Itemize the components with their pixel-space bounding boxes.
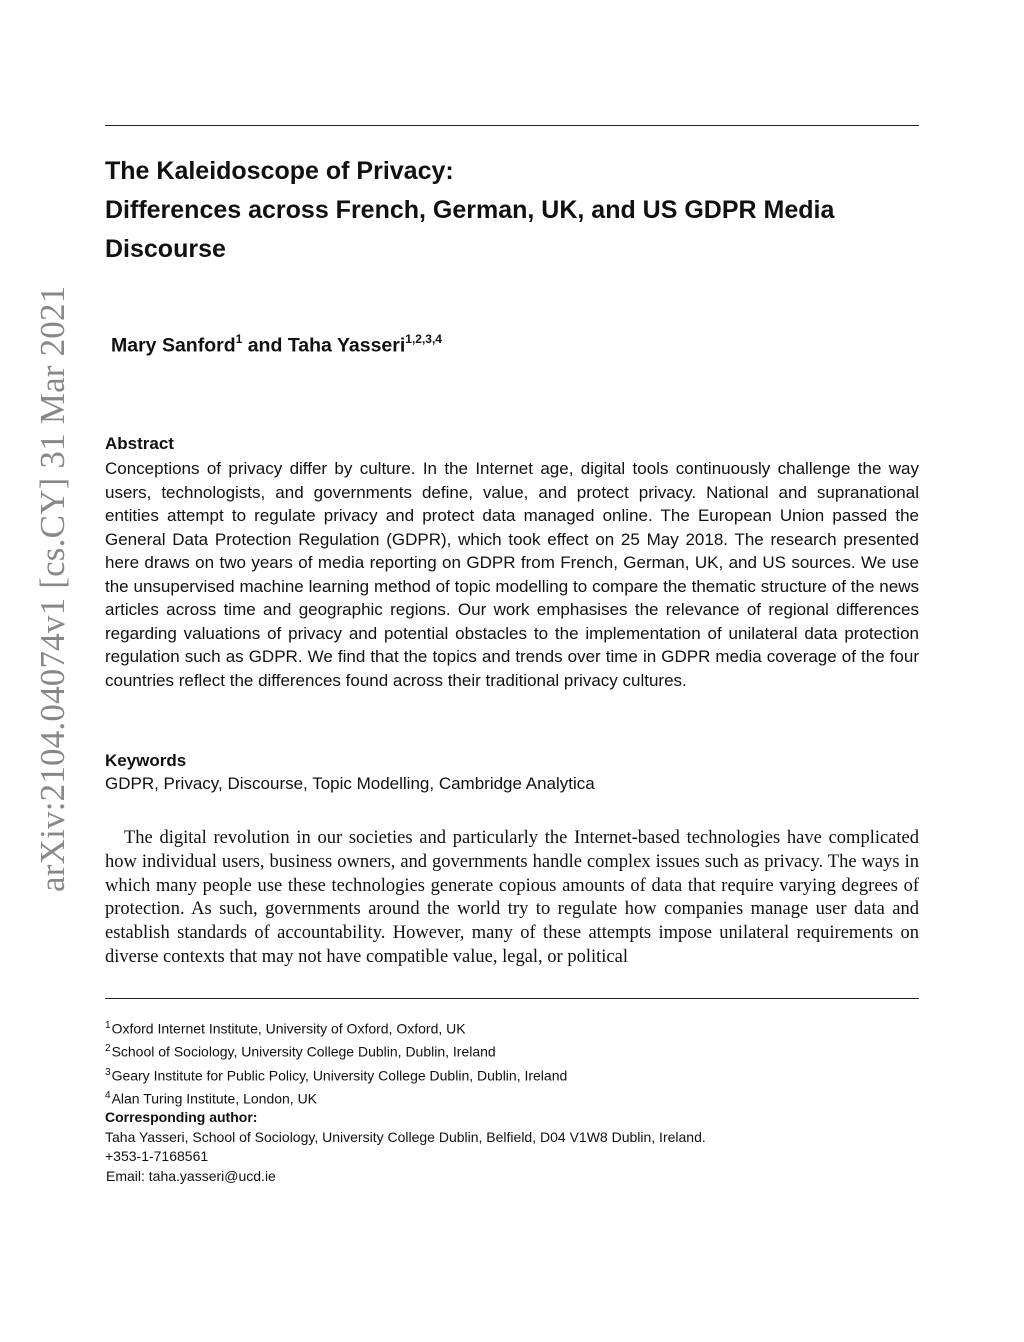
footnote-item (105, 1063, 567, 1086)
author-2-name: Taha Yasseri (287, 334, 406, 357)
corresponding-author-email[interactable]: Email: taha.yasseri@ucd.ie (106, 1167, 276, 1184)
corresponding-author-address: Taha Yasseri, School of Sociology, University College Dublin, Belfield, D04 V1W8 Dublin, Ireland. (105, 1128, 706, 1145)
footnote-text: Oxford Internet Institute, University of Oxford, Oxford, UK (111, 1020, 466, 1037)
footnote-text: School of Sociology, University College Dublin, Dublin, Ireland (111, 1043, 496, 1060)
author-2-affiliation: 1,2,3,4 (405, 332, 442, 346)
paper-title (105, 152, 905, 269)
author-1-affiliation: 1 (235, 332, 243, 346)
corresponding-author-phone: +353-1-7168561 (105, 1148, 209, 1165)
footnote-text: Alan Turing Institute, London, UK (111, 1090, 318, 1107)
footnote-rule (105, 998, 919, 999)
title-line-3: Discourse (105, 235, 226, 263)
intro-paragraph: The digital revolution in our societies and particularly the Internet-based technologies have complicated how individual users, business owners, and governments handle complex issues such as privacy. The ways in which many people use these technologies generate copious amounts of data that require varying degrees of protection. As such, governments around the world try to regulate how companies manage user data and establish standards of accountability. However, many of these attempts impose unilateral requirements on diverse contexts that may not have compatible value, legal, or political (105, 828, 919, 967)
footnote-number: 1 (105, 1020, 111, 1031)
affiliation-footnotes (105, 1016, 567, 1109)
author-list (111, 333, 442, 358)
footnote-number: 2 (105, 1043, 111, 1055)
footnote-text: Geary Institute for Public Policy, University College Dublin, Dublin, Ireland (111, 1067, 568, 1084)
top-rule (105, 125, 919, 126)
footnote-item (105, 1039, 567, 1062)
corresponding-author-heading: Corresponding author: (105, 1109, 258, 1125)
author-1-name: Mary Sanford (111, 334, 236, 357)
footnote-item (105, 1016, 567, 1039)
arxiv-identifier: arXiv:2104.04074v1 [cs.CY] 31 Mar 2021 (33, 285, 72, 892)
author-conjunction: and (242, 334, 288, 357)
corresponding-author-block (105, 1108, 706, 1186)
abstract-text: Conceptions of privacy differ by culture. In the Internet age, digital tools continuously challenge the way users, technologists, and governments define, value, and protect privacy. National and supranational entities attempt to regulate privacy and protect data managed online. The European Union passed the General Data Protection Regulation (GDPR), which took effect on 25 May 2018. The research presented here draws on two years of media reporting on GDPR from French, German, UK, and US sources. We use the unsupervised machine learning method of topic modelling to compare the thematic structure of the news articles across time and geographic regions. Our work emphasises the relevance of regional differences regarding valuations of privacy and potential obstacles to the implementation of unilateral data protection regulation such as GDPR. We find that the topics and trends over time in GDPR media coverage of the four countries reflect the differences found across their traditional privacy cultures. (105, 459, 919, 690)
keywords-heading: Keywords (105, 751, 187, 770)
footnote-item (105, 1086, 567, 1109)
footnote-number: 3 (105, 1066, 111, 1078)
keywords-text: GDPR, Privacy, Discourse, Topic Modelling, Cambridge Analytica (105, 774, 595, 793)
title-line-1: The Kaleidoscope of Privacy: (105, 157, 454, 185)
abstract-heading: Abstract (105, 434, 174, 453)
footnote-number: 4 (105, 1089, 111, 1101)
title-line-2: Differences across French, German, UK, and US GDPR Media (105, 196, 835, 224)
